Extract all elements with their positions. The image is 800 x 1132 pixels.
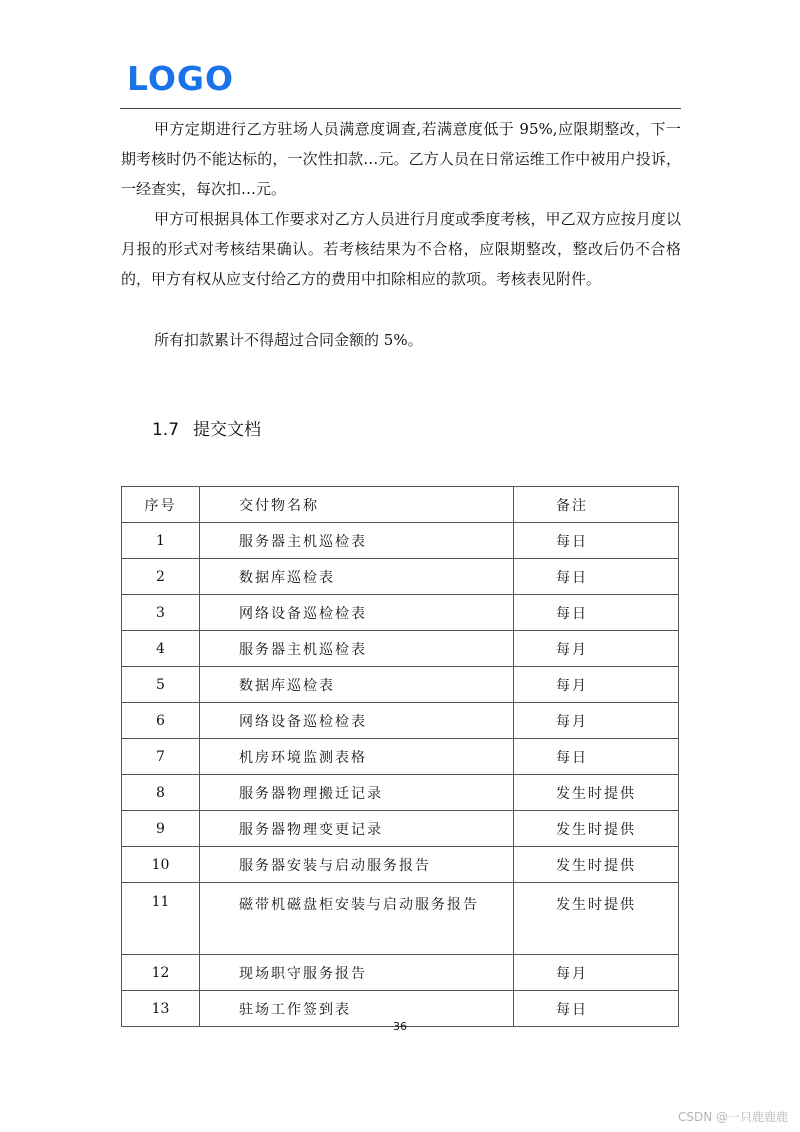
cell-note: 每月 <box>514 631 679 667</box>
section-heading <box>152 418 261 442</box>
table-row <box>122 811 679 847</box>
cell-seq: 9 <box>122 811 200 847</box>
watermark: CSDN @一只鹿鹿鹿 <box>677 1110 788 1124</box>
cell-name: 网络设备巡检检表 <box>200 595 514 631</box>
header-note: 备注 <box>514 487 679 523</box>
cell-note: 发生时提供 <box>514 811 679 847</box>
cell-seq: 7 <box>122 739 200 775</box>
cell-seq: 11 <box>122 883 200 955</box>
cell-note: 每月 <box>514 703 679 739</box>
table-row <box>122 631 679 667</box>
paragraph-satisfaction-survey: 甲方定期进行乙方驻场人员满意度调查,若满意度低于 95%,应限期整改，下一期考核时仍不能达标的，一次性扣款…元。乙方人员在日常运维工作中被用户投诉，一经查实，每次扣…元。 <box>121 120 681 198</box>
table-row <box>122 739 679 775</box>
cell-name: 驻场工作签到表 <box>200 991 514 1027</box>
cell-name: 现场职守服务报告 <box>200 955 514 991</box>
table-row <box>122 847 679 883</box>
cell-note: 每月 <box>514 667 679 703</box>
cell-name: 数据库巡检表 <box>200 667 514 703</box>
cell-seq: 8 <box>122 775 200 811</box>
cell-name: 服务器物理搬迁记录 <box>200 775 514 811</box>
cell-seq: 5 <box>122 667 200 703</box>
cell-name: 数据库巡检表 <box>200 559 514 595</box>
cell-name: 网络设备巡检检表 <box>200 703 514 739</box>
cell-note: 每日 <box>514 595 679 631</box>
cell-note: 发生时提供 <box>514 775 679 811</box>
cell-name: 服务器物理变更记录 <box>200 811 514 847</box>
table-row <box>122 523 679 559</box>
cell-note: 每月 <box>514 955 679 991</box>
section-title-text: 提交文档 <box>193 420 262 440</box>
cell-seq: 6 <box>122 703 200 739</box>
table-row <box>122 955 679 991</box>
cell-seq: 2 <box>122 559 200 595</box>
table-row <box>122 595 679 631</box>
table-row <box>122 667 679 703</box>
cell-seq: 4 <box>122 631 200 667</box>
cell-name: 磁带机磁盘柜安装与启动服务报告 <box>200 883 514 955</box>
cell-seq: 3 <box>122 595 200 631</box>
deliverables-table <box>121 486 679 1027</box>
cell-note: 每日 <box>514 991 679 1027</box>
cell-seq: 10 <box>122 847 200 883</box>
page-number: 36 <box>393 1020 407 1033</box>
cell-seq: 1 <box>122 523 200 559</box>
cell-name: 服务器主机巡检表 <box>200 631 514 667</box>
company-logo: LOGO <box>127 59 235 98</box>
paragraph-assessment: 甲方可根据具体工作要求对乙方人员进行月度或季度考核，甲乙双方应按月度以月报的形式对考核结果确认。若考核结果为不合格，应限期整改，整改后仍不合格的，甲方有权从应支付给乙方的费用中扣除相应的款项。考核表见附件。 <box>121 210 681 288</box>
cell-seq: 12 <box>122 955 200 991</box>
table-row <box>122 883 679 955</box>
cell-note: 每日 <box>514 559 679 595</box>
table-row <box>122 703 679 739</box>
cell-name: 机房环境监测表格 <box>200 739 514 775</box>
cell-seq: 13 <box>122 991 200 1027</box>
cell-note: 每日 <box>514 739 679 775</box>
header-name: 交付物名称 <box>200 487 514 523</box>
header-seq: 序号 <box>122 487 200 523</box>
cell-name: 服务器主机巡检表 <box>200 523 514 559</box>
cell-name: 服务器安装与启动服务报告 <box>200 847 514 883</box>
table-row <box>122 559 679 595</box>
paragraph-deduction-limit: 所有扣款累计不得超过合同金额的 5%。 <box>154 331 423 349</box>
table-header-row <box>122 487 679 523</box>
section-number: 1.7 <box>152 420 180 440</box>
cell-note: 发生时提供 <box>514 883 679 955</box>
table-row <box>122 775 679 811</box>
header-divider <box>120 108 681 109</box>
cell-note: 每日 <box>514 523 679 559</box>
cell-note: 发生时提供 <box>514 847 679 883</box>
